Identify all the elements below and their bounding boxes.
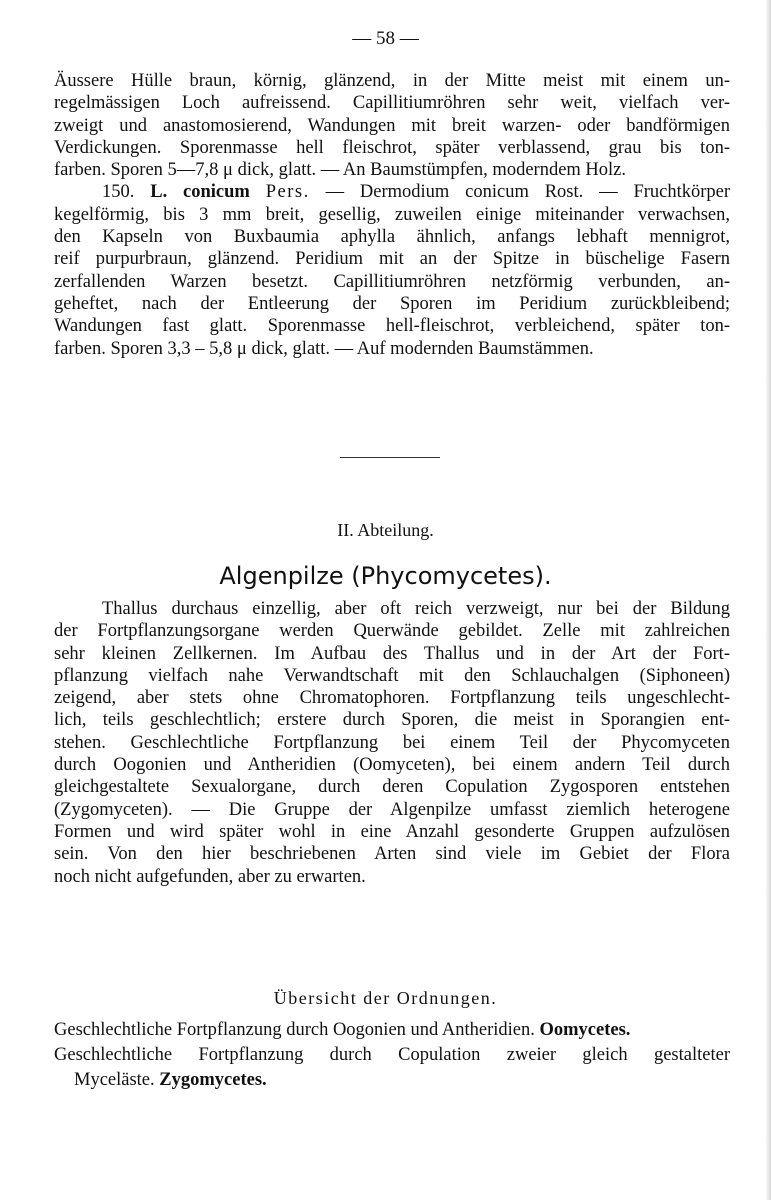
page-number: — 58 — xyxy=(352,28,419,49)
text-span: den Kapseln von Buxbaumia aphylla ähnlich, anfangs lebhaft mennigrot, xyxy=(54,227,730,248)
text-line xyxy=(54,598,730,620)
text-span: reif purpurbraun, glänzend. Peridium mit an der Spitze in büschelige Fasern xyxy=(54,249,730,270)
text-line xyxy=(54,204,730,226)
paragraph-species-description xyxy=(54,70,730,360)
page-edge-shadow xyxy=(765,0,771,1200)
text-line xyxy=(54,137,730,159)
text-line xyxy=(54,866,730,888)
text-span: sehr kleinen Zellkernen. Im Aufbau des Thallus und in der Art der Fort- xyxy=(54,643,730,664)
text-span: pflanzung vielfach nahe Verwandtschaft mit den Schlauchalgen (Siphoneen) xyxy=(54,665,730,686)
text-span: Thallus durchaus einzellig, aber oft reich verzweigt, nur bei der Bildung xyxy=(102,599,730,619)
text-span: Pers. xyxy=(265,182,310,203)
text-line xyxy=(54,115,730,137)
text-line xyxy=(54,181,730,203)
text-span: Formen und wird später wohl in eine Anzahl gesonderte Gruppen aufzulösen xyxy=(54,821,730,842)
text-span: sein. Von den hier beschriebenen Arten sind viele im Gebiet der Flora xyxy=(54,844,730,865)
text-span: regelmässigen Loch aufreissend. Capillitiumröhren sehr weit, vielfach ver- xyxy=(54,93,730,114)
text-line xyxy=(54,70,730,92)
bold-term: L. conicum xyxy=(150,182,250,203)
text-span: noch nicht aufgefunden, aber zu erwarten. xyxy=(54,866,366,887)
text-span: lich, teils geschlechtlich; erstere durch Sporen, die meist in Sporangien ent- xyxy=(54,710,730,731)
text-line xyxy=(54,293,730,315)
section-title: Algenpilze (Phycomycetes). xyxy=(219,562,552,590)
text-span: farben. Sporen 5—7,8 μ dick, glatt. — An Baumstümpfen, moderndem Holz. xyxy=(54,160,627,181)
text-line xyxy=(54,1043,730,1068)
text-span: Geschlechtliche Fortpflanzung durch Copulation zweier gleich gestalteter xyxy=(54,1045,730,1065)
text-line xyxy=(54,620,730,642)
text-line xyxy=(54,271,730,293)
section-divider xyxy=(340,457,440,458)
text-line xyxy=(54,709,730,731)
text-line xyxy=(54,226,730,248)
text-span: kegelförmig, bis 3 mm breit, gesellig, zuweilen einige miteinander verwachsen, xyxy=(54,204,730,225)
text-line xyxy=(54,687,730,709)
text-line xyxy=(54,159,730,181)
bold-term: Zygomycetes. xyxy=(159,1070,267,1090)
paragraph-phycomycetes-intro xyxy=(54,598,730,888)
text-line xyxy=(54,315,730,337)
text-line xyxy=(54,732,730,754)
text-line xyxy=(54,1018,730,1043)
text-span: zweigt und anastomosierend, Wandungen mit breit warzen- oder bandförmigen xyxy=(54,115,730,136)
text-line xyxy=(54,776,730,798)
text-line xyxy=(54,665,730,687)
orders-overview xyxy=(54,1018,730,1093)
text-span: (Zygomyceten). — Die Gruppe der Algenpilze umfasst ziemlich heterogene xyxy=(54,799,730,820)
text-line xyxy=(54,92,730,114)
text-line xyxy=(54,799,730,821)
text-span: Myceläste. xyxy=(74,1070,160,1090)
text-span: 150. xyxy=(102,182,151,203)
text-line xyxy=(54,843,730,865)
text-span: Verdickungen. Sporenmasse hell fleischrot, später verblassend, grau bis ton- xyxy=(54,137,730,158)
text-span: Wandungen fast glatt. Sporenmasse hell-fleischrot, verbleichend, später ton- xyxy=(54,316,730,337)
text-span: — Dermodium conicum Rost. — Fruchtkörper xyxy=(309,182,731,203)
text-span: zerfallenden Warzen besetzt. Capillitiumröhren netzförmig verbunden, an- xyxy=(54,271,730,292)
overview-title: Übersicht der Ordnungen. xyxy=(273,988,498,1008)
text-line xyxy=(54,338,730,360)
text-span: der Fortpflanzungsorgane werden Querwände gebildet. Zelle mit zahlreichen xyxy=(54,621,730,642)
text-span xyxy=(250,182,266,202)
text-span: Geschlechtliche Fortpflanzung durch Oogonien und Antheridien. xyxy=(54,1020,540,1040)
text-line xyxy=(54,248,730,270)
text-span: Äussere Hülle braun, körnig, glänzend, in der Mitte meist mit einem un- xyxy=(54,71,730,91)
text-line xyxy=(54,643,730,665)
text-line xyxy=(54,754,730,776)
section-label: II. Abteilung. xyxy=(337,520,434,540)
text-span: stehen. Geschlechtliche Fortpflanzung bei einem Teil der Phycomyceten xyxy=(54,732,730,753)
text-span: gleichgestaltete Sexualorgane, durch deren Copulation Zygosporen entstehen xyxy=(54,777,730,798)
text-span: geheftet, nach der Entleerung der Sporen im Peridium zurückbleibend; xyxy=(54,293,730,314)
text-span: farben. Sporen 3,3 – 5,8 μ dick, glatt. — Auf modernden Baumstämmen. xyxy=(54,338,594,359)
text-line xyxy=(54,1068,730,1093)
bold-term: Oomycetes. xyxy=(539,1020,631,1040)
text-span: durch Oogonien und Antheridien (Oomyceten), bei einem andern Teil durch xyxy=(54,755,730,776)
text-span: zeigend, aber stets ohne Chromatophoren. Fortpflanzung teils ungeschlecht- xyxy=(54,688,730,709)
text-line xyxy=(54,821,730,843)
